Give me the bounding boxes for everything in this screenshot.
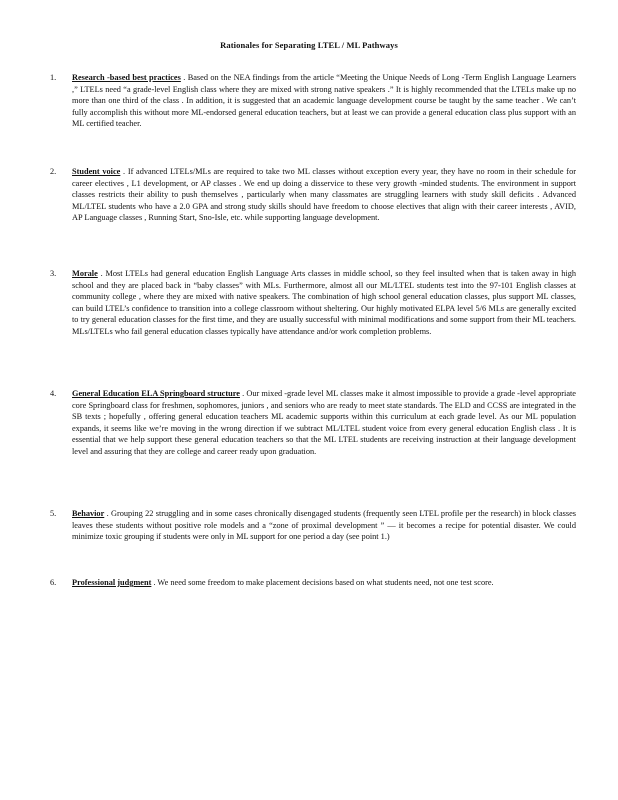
item-heading: Research -based best practices — [72, 73, 181, 82]
list-item — [50, 72, 576, 154]
item-body: . Our mixed -grade level ML classes make it almost impossible to provide a grade -level appropriate core Springboard class for freshmen, sophomores, juniors , and seniors who are ready to meet state standards. The ELD and CCSS are integrated in the SB texts ; hopefully , offering general education teachers ML academic supports within this curriculum at each grade level. As our ML population expands, it seems like we’re moving in the wrong direction if we subtract ML/LTEL student voice from every general education English class . It is essential that we help support these general education teachers so that the ML LTEL students are receiving instruction at their language development level and assuring that they are college and career ready upon graduation. — [72, 389, 576, 456]
item-body: . We need some freedom to make placement decisions based on what students need, not one test score. — [153, 578, 494, 587]
list-item — [50, 166, 576, 256]
item-number: 6. — [50, 578, 57, 587]
list-item — [50, 268, 576, 376]
item-body: . If advanced LTELs/MLs are required to take two ML classes without exception every year, they have no room in their schedule for career electives , L1 development, or AP classes . We end up doing a disservice to these very growth -minded students. The environment in support classes restricts their ability to push themselves , particularly when many classmates are struggling learners with study skill deficits . Advanced ML/LTEL students who have a 2.0 GPA and strong study skills should have freedom to choose electives that align with their career interests , AVID, AP Language classes , Running Start, Sno-Isle, etc. while supporting language development. — [72, 167, 576, 223]
document-title: Rationales for Separating LTEL / ML Pathways — [220, 40, 398, 50]
item-body: . Based on the NEA findings from the article “Meeting the Unique Needs of Long -Term English Language Learners ,” LTELs need “a grade-level English class where they are mixed with strong native speakers .” It is highly recommended that the LTELs make up no more than one third of the class . In addition, it is suggested that an academic language development course be taught by the same teacher . We can’t fully accomplish this without more ML-endorsed general education teachers, but at least we can provide a general education class plus support with an ML certified teacher. — [72, 73, 577, 129]
list-item — [50, 388, 576, 496]
item-number: 5. — [50, 509, 57, 518]
item-number: 4. — [50, 389, 57, 398]
item-heading: Morale — [72, 269, 98, 278]
list-item — [50, 508, 576, 565]
rationale-list — [50, 72, 576, 601]
item-heading: General Education ELA Springboard structure — [72, 389, 240, 398]
item-body: . Grouping 22 struggling and in some cases chronically disengaged students (frequently seen LTEL profile per the research) in block classes leaves these students without positive role models and a “zone of proximal development ” — it becomes a recipe for potential disaster. We could minimize toxic grouping if students were only in ML support for one period a day (see point 1.) — [72, 509, 576, 542]
item-heading: Behavior — [72, 509, 105, 518]
item-heading: Student voice — [72, 167, 121, 176]
item-number: 1. — [50, 73, 57, 82]
list-item — [50, 577, 576, 601]
item-heading: Professional judgment — [72, 578, 152, 587]
item-body: . Most LTELs had general education English Language Arts classes in middle school, so they feel insulted when that is taken away in high school and they are placed back in “baby classes” with MLs. Furthermore, almost all our ML/LTEL students test into the 97-101 English classes at community college , where they are mixed with native speakers. The combination of high school general education classes, plus support ML classes, can build LTEL’s confidence to transition into a college classroom without sheltering. Our highly motivated ELPA level 5/6 MLs are generally excited to try general education classes for the first time, and they are usually successful with minimal modifications and some support from their ML teachers. MLs/LTELs who fail general education classes typically have attendance and/or work completion problems. — [72, 269, 576, 336]
item-number: 2. — [50, 167, 57, 176]
item-number: 3. — [50, 269, 57, 278]
